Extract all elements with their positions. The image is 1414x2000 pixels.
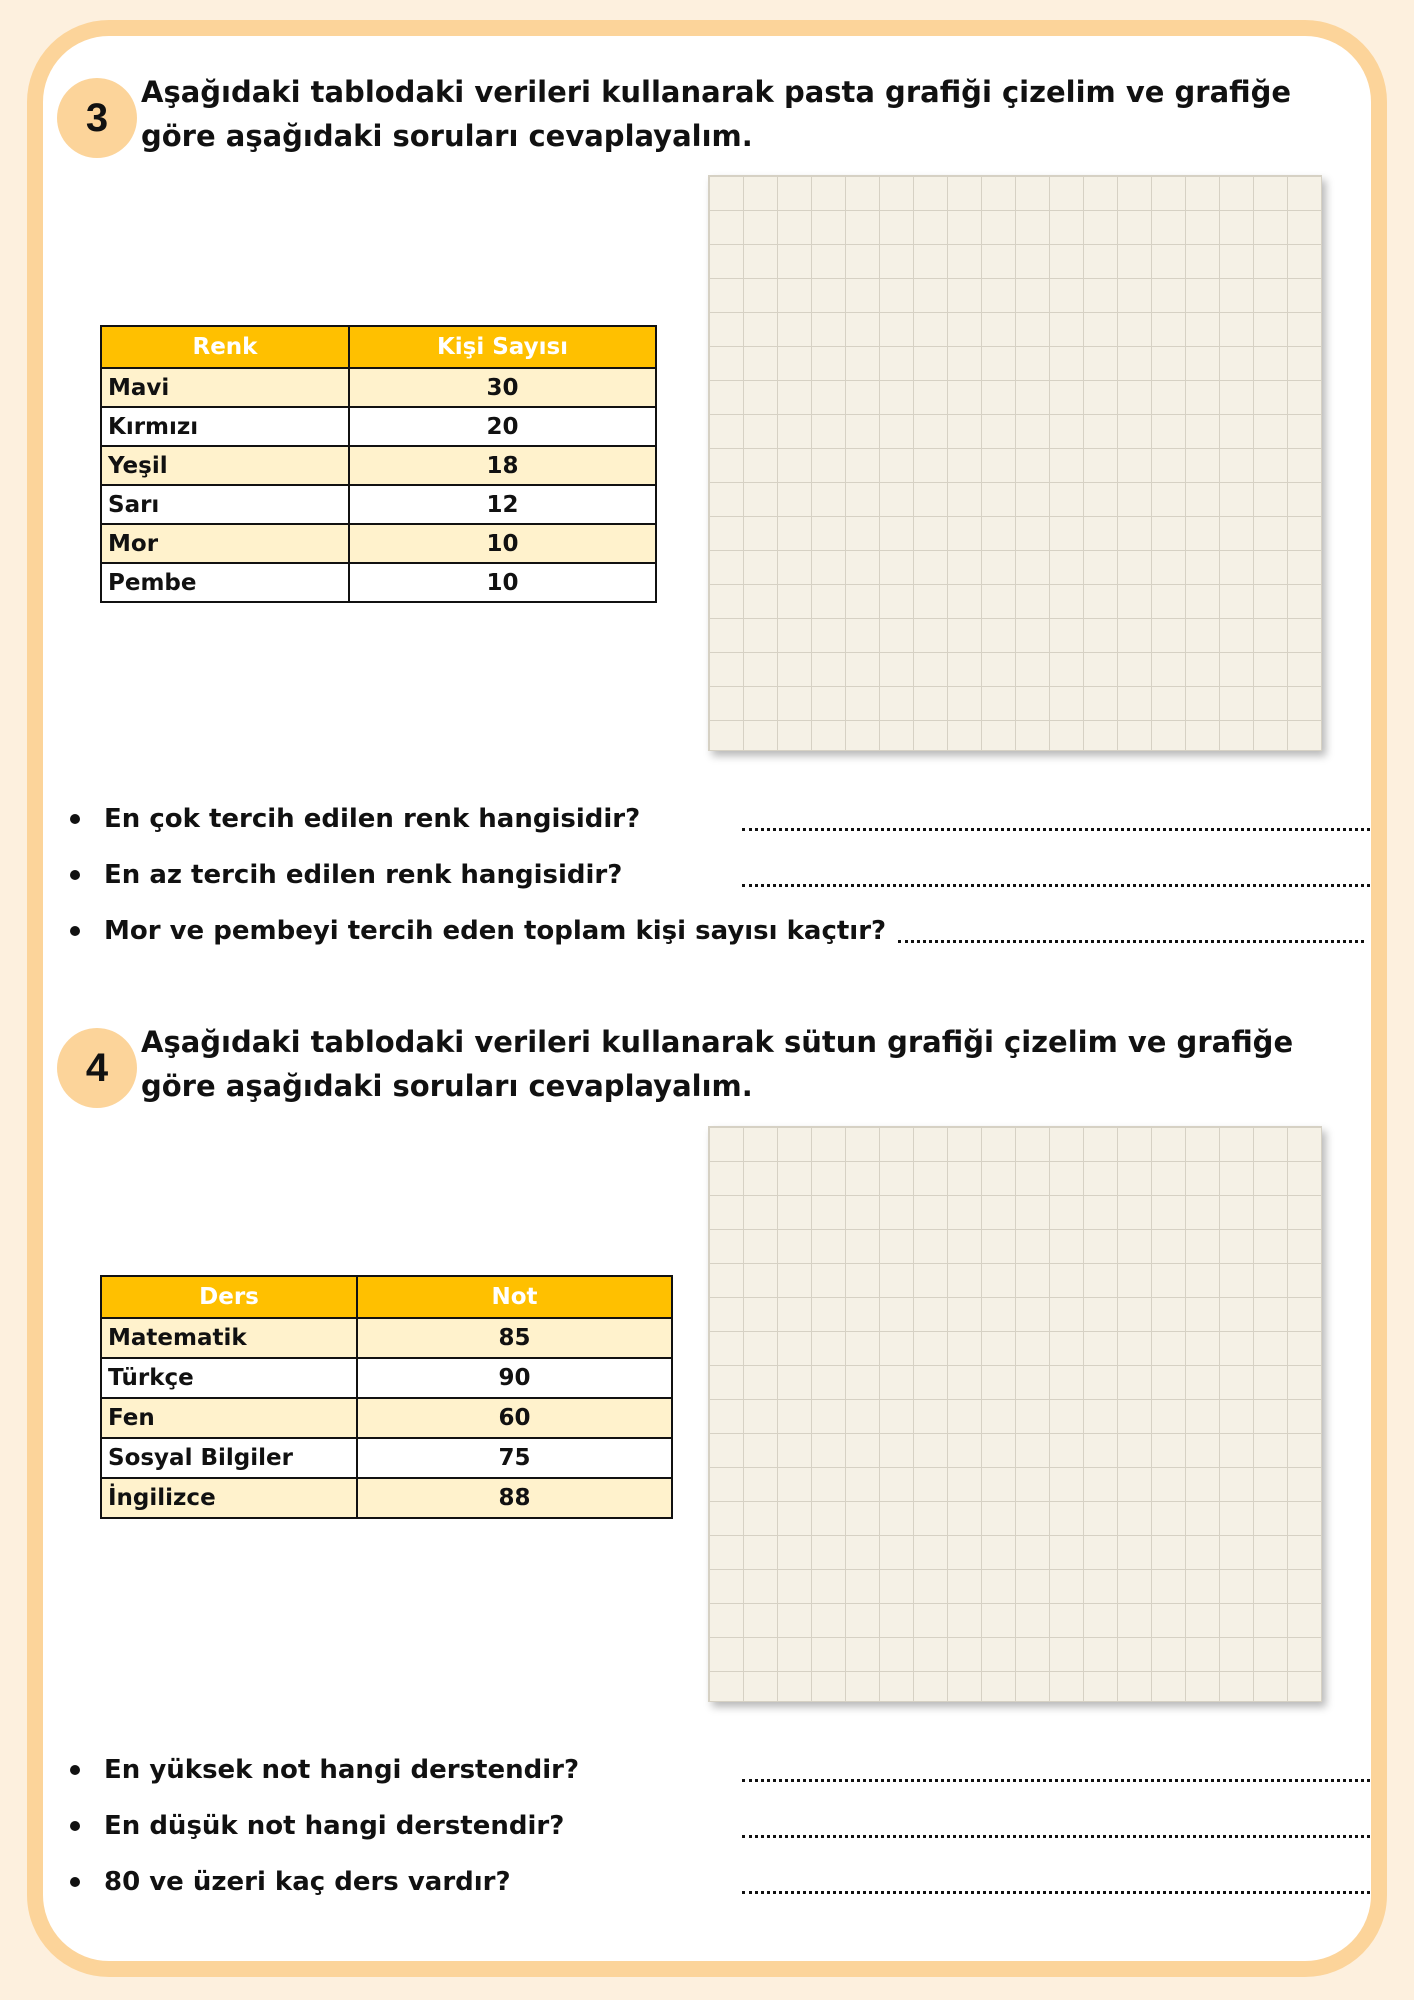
table-row: [101, 563, 656, 602]
list-item: [70, 847, 1370, 903]
question-list: [70, 1742, 1370, 1910]
table-row: [101, 485, 656, 524]
table-cell-value: 18: [349, 446, 656, 485]
table-row: [101, 524, 656, 563]
bullet-icon: [70, 814, 80, 824]
table-cell-label: Fen: [101, 1398, 357, 1438]
table-row: [101, 368, 656, 407]
bar-chart-drawing-grid[interactable]: [708, 1126, 1322, 1702]
bullet-icon: [70, 926, 80, 936]
question-text: 80 ve üzeri kaç ders vardır?: [104, 1867, 511, 1897]
bullet-icon: [70, 1821, 80, 1831]
question-list: [70, 791, 1370, 959]
question-text: En yüksek not hangi derstendir?: [104, 1755, 580, 1785]
table-cell-label: Matematik: [101, 1318, 357, 1358]
question-text: En çok tercih edilen renk hangisidir?: [104, 804, 641, 834]
answer-field[interactable]: [742, 1779, 1370, 1782]
table-header-row: [101, 1276, 672, 1318]
answer-field[interactable]: [742, 1891, 1370, 1894]
question-text: En düşük not hangi derstendir?: [104, 1811, 565, 1841]
table-row: [101, 1438, 672, 1478]
answer-field[interactable]: [898, 940, 1364, 943]
table-cell-value: 10: [349, 563, 656, 602]
answer-field[interactable]: [742, 884, 1370, 887]
table-cell-label: Kırmızı: [101, 407, 349, 446]
table-row: [101, 1478, 672, 1518]
table-cell-value: 60: [357, 1398, 672, 1438]
table-row: [101, 1318, 672, 1358]
bullet-icon: [70, 870, 80, 880]
table-cell-label: Sarı: [101, 485, 349, 524]
table-row: [101, 1398, 672, 1438]
table-header-cell: Renk: [101, 326, 349, 368]
table-cell-value: 12: [349, 485, 656, 524]
table-row: [101, 407, 656, 446]
bullet-icon: [70, 1877, 80, 1887]
table-cell-value: 20: [349, 407, 656, 446]
table-cell-value: 90: [357, 1358, 672, 1398]
table-header-cell: Ders: [101, 1276, 357, 1318]
table-cell-label: Yeşil: [101, 446, 349, 485]
table-cell-label: Sosyal Bilgiler: [101, 1438, 357, 1478]
question-instruction: Aşağıdaki tablodaki verileri kullanarak pasta grafiği çizelim ve grafiğe göre aşağıdaki soruları cevaplayalım.: [141, 75, 1292, 153]
table-cell-value: 75: [357, 1438, 672, 1478]
table-header-cell: Kişi Sayısı: [349, 326, 656, 368]
table-cell-value: 30: [349, 368, 656, 407]
answer-field[interactable]: [742, 1835, 1370, 1838]
list-item: [70, 791, 1370, 847]
table-cell-value: 85: [357, 1318, 672, 1358]
lesson-data-table: [100, 1275, 673, 1519]
bullet-icon: [70, 1765, 80, 1775]
list-item: [70, 1854, 1370, 1910]
question-text: En az tercih edilen renk hangisidir?: [104, 860, 623, 890]
question-number-badge: 4: [57, 1028, 137, 1108]
pie-chart-drawing-grid[interactable]: [708, 175, 1322, 751]
list-item: [70, 903, 1370, 959]
table-cell-label: Mor: [101, 524, 349, 563]
table-cell-value: 88: [357, 1478, 672, 1518]
table-header-row: [101, 326, 656, 368]
list-item: [70, 1742, 1370, 1798]
table-row: [101, 1358, 672, 1398]
table-row: [101, 446, 656, 485]
table-cell-value: 10: [349, 524, 656, 563]
color-data-table: [100, 325, 657, 603]
question-instruction: Aşağıdaki tablodaki verileri kullanarak sütun grafiği çizelim ve grafiğe göre aşağıdaki soruları cevaplayalım.: [141, 1025, 1294, 1103]
table-cell-label: Mavi: [101, 368, 349, 407]
table-cell-label: İngilizce: [101, 1478, 357, 1518]
table-cell-label: Türkçe: [101, 1358, 357, 1398]
question-number-badge: 3: [57, 78, 137, 158]
table-header-cell: Not: [357, 1276, 672, 1318]
list-item: [70, 1798, 1370, 1854]
answer-field[interactable]: [742, 828, 1370, 831]
table-cell-label: Pembe: [101, 563, 349, 602]
question-text: Mor ve pembeyi tercih eden toplam kişi sayısı kaçtır?: [104, 916, 887, 946]
